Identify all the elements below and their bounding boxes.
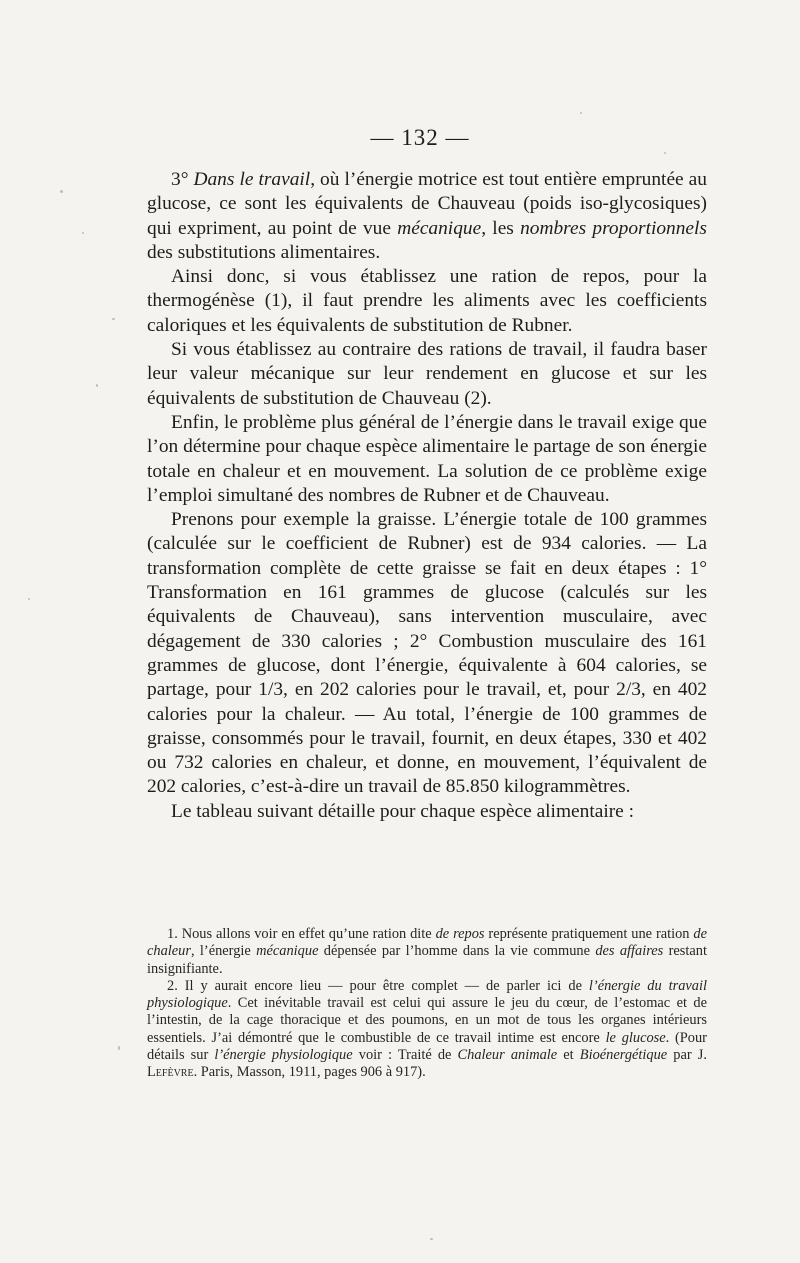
text-run: , l’énergie [190,943,257,960]
text-run: 3° [171,169,194,190]
text-run: Ainsi donc, si vous établissez une ration de repos, pour la thermogénèse (1), il faut prendre les aliments avec les coefficients caloriques et les équivalents de substitution de Rubner. [147,266,707,336]
text-run: représente pratiquement une ration [484,926,694,942]
speck [430,1238,433,1240]
text-run: Si vous établissez au contraire des rations de travail, il faudra baser leur valeur mécanique sur leur rendement en glucose et sur les équivalents de substitution de Chauveau (2). [147,339,707,409]
text-run: dépensée par l’homme dans la vie commune [318,943,596,960]
paragraph [147,265,707,338]
text-run: , les [481,217,521,239]
italic-text: l’énergie physiologique [214,1047,353,1064]
text-run: . (Pour détails sur [147,1029,707,1064]
paragraph [147,338,707,411]
italic-text: des affaires [595,943,664,960]
italic-text: de chaleur [147,926,707,960]
paragraph [147,168,707,265]
speck [28,598,30,600]
italic-text: Bioénergétique [579,1047,668,1064]
text-run: , où l’énergie motrice est tout entière empruntée au glucose, ce sont les équivalents de Chauveau (poids iso-glycosiques) qui expriment, au point de vue [147,169,707,239]
speck [118,1046,120,1050]
speck [664,152,666,154]
italic-text: Chaleur animale [457,1047,558,1064]
text-run: voir : Traité de [352,1047,458,1064]
text-run: 1. Nous allons voir en effet qu’une ration dite [167,926,436,942]
speck [580,112,582,114]
text-run: Prenons pour exemple la graisse. L’énergie totale de 100 grammes (calculée sur le coefficient de Rubner) est de 934 calories. — La transformation complète de cette graisse se fait en deux étapes : 1° Transformation en 161 grammes de glucose (calculés sur les équivalents de Chauveau), sans intervention musculaire, avec dégagement de 330 calories ; 2° Combustion musculaire des 161 grammes de glucose, dont l’énergie, équivalente à 604 calories, se partage, pour 1/3, en 202 calories pour le travail, et, pour 2/3, en 402 calories pour la chaleur. — Au total, l’énergie de 100 grammes de graisse, consommés pour le travail, fournit, en deux étapes, 330 et 402 ou 732 calories en chaleur, et donne, en mouvement, l’équivalent de 202 calories, c’est-à-dire un travail de 85.850 kilogrammètres. [147,509,707,798]
text-run: Le tableau suivant détaille pour chaque espèce alimentaire : [171,800,635,822]
page-number: — 132 — [370,125,470,150]
small-caps-text: Lefèvre [147,1064,194,1081]
speck [96,384,98,387]
text-run: et [557,1047,580,1064]
italic-text: l’énergie du travail physiologique [147,977,707,1012]
text-run: 2. Il y aurait encore lieu — pour être complet — de parler ici de [167,977,589,994]
text-run: . Paris, Masson, 1911, pages 906 à 917). [193,1064,426,1081]
italic-text: Dans le travail [193,169,311,190]
speck [112,318,115,320]
italic-text: mécanique [256,943,319,960]
italic-text: nombres proportionnels [520,217,707,239]
footnotes [147,926,707,1082]
paragraph [147,508,707,800]
paragraph [147,411,707,508]
text-run: restant insignifiante. [147,943,707,977]
speck [82,232,84,234]
italic-text: de repos [435,926,485,942]
text-run: Enfin, le problème plus général de l’énergie dans le travail exige que l’on détermine pour chaque espèce alimentaire le partage de son énergie totale en chaleur et en mouvement. La solution de ce problème exige l’emploi simultané des nombres de Rubner et de Chauveau. [147,411,707,506]
italic-text: le glucose [605,1029,666,1046]
paragraph [147,800,707,824]
speck [60,190,63,193]
footnote [147,926,707,978]
body-text [147,168,707,824]
text-run: par J. [667,1047,707,1064]
italic-text: mécanique [397,217,482,239]
text-run: . Cet inévitable travail est celui qui assure le jeu du cœur, de l’estomac et de l’intestin, de la cage thoracique et des poumons, en un mot de tous les organes intérieurs essentiels. J’ai démontré que le combustible de ce travail intime est encore [147,995,707,1046]
footnote [147,978,707,1082]
text-run: des substitutions alimentaires. [147,241,381,263]
